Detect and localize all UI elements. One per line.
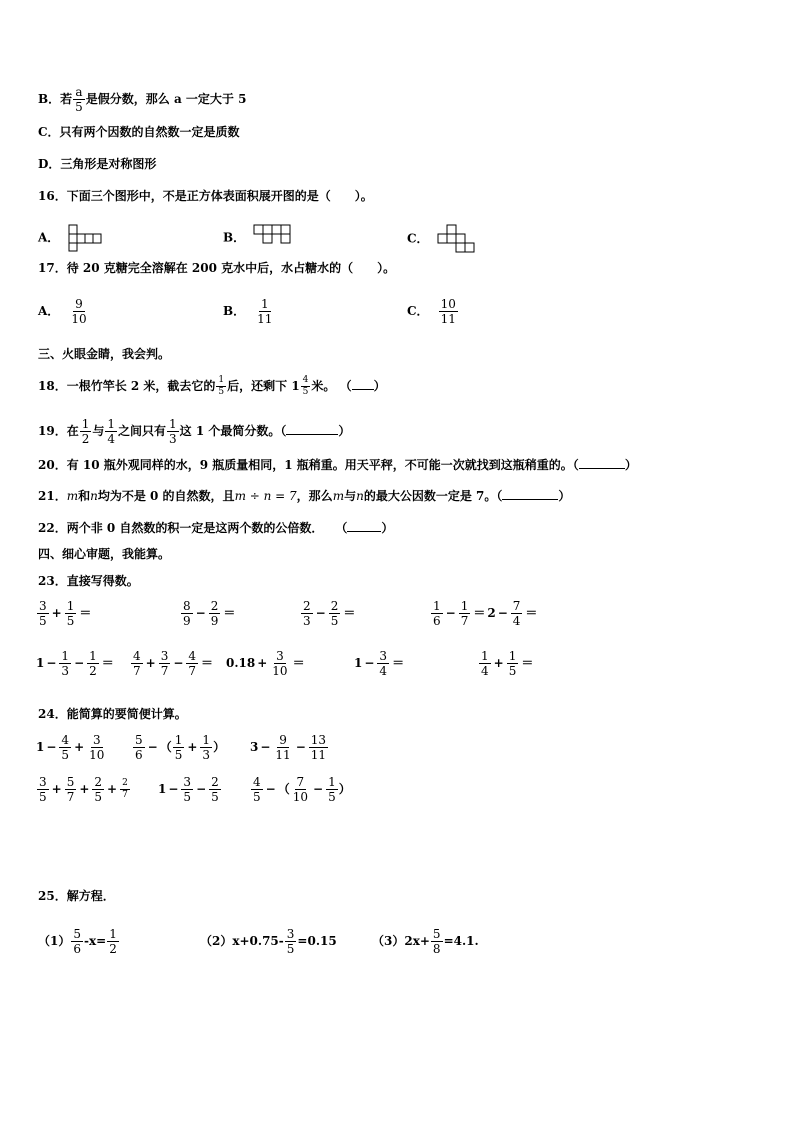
q23-item-2: $\frac{8}{9}$ − $\frac{2}{9}$ ＝ bbox=[183, 599, 236, 628]
q23-item-4: $\frac{1}{6}$ − $\frac{1}{7}$ ＝ 2 − $\frac{7}{4}$ ＝ bbox=[433, 599, 538, 628]
cube-net-a-icon bbox=[68, 224, 110, 252]
section-4-heading: 四、细心审题，我能算。 bbox=[38, 547, 171, 561]
q20: 20．有 10 瓶外观同样的水，9 瓶质量相同，1 瓶稍重。用天平秤，不可能一次就找到这瓶稍重的。（ ） bbox=[38, 458, 637, 472]
q15-option-b: B．若 $\frac{a}{5}$ 是假分数，那么 a 一定大于 5 bbox=[38, 85, 247, 114]
q17-option-c[interactable]: C． $\frac{10}{11}$ bbox=[407, 297, 456, 326]
q16-option-b[interactable]: B． bbox=[223, 224, 297, 252]
q23-item-5: 1 − $\frac{1}{3}$ − $\frac{1}{2}$ ＝ bbox=[36, 649, 114, 678]
answer-blank[interactable] bbox=[352, 389, 374, 390]
q16-option-a[interactable]: A． bbox=[38, 224, 110, 252]
q18: 18．一根竹竿长 2 米，截去它的 $\frac{1}{5}$ 后，还剩下 1 $\frac{4}{5}$ 米。 （ ） bbox=[38, 375, 386, 397]
q23-item-7: 0.18 + $\frac{3}{10}$ ＝ bbox=[226, 649, 305, 678]
answer-blank[interactable] bbox=[286, 434, 338, 435]
q15-option-c: C．只有两个因数的自然数一定是质数 bbox=[38, 125, 240, 139]
q16-stem: 16．下面三个图形中，不是正方体表面积展开图的是（ ）。 bbox=[38, 189, 373, 203]
q17-option-b[interactable]: B． $\frac{1}{11}$ bbox=[223, 297, 273, 326]
q23-stem: 23．直接写得数。 bbox=[38, 574, 139, 588]
q25-stem: 25．解方程． bbox=[38, 889, 115, 903]
q23-item-6: $\frac{4}{7}$ + $\frac{3}{7}$ − $\frac{4}{7}$ ＝ bbox=[133, 649, 214, 678]
q24-item-5: 1 − $\frac{3}{5}$ − $\frac{2}{5}$ bbox=[158, 775, 219, 804]
q16-option-c[interactable]: C． bbox=[407, 224, 481, 254]
q19: 19．在 $\frac{1}{2}$ 与 $\frac{1}{4}$ 之间只有 $\frac{1}{3}$ 这 1 个最简分数。（ ） bbox=[38, 417, 351, 446]
q21: 21．m和n均为不是 0 的自然数，且m ÷ n = 7，那么m与n的最大公因数一定是 7。（ ） bbox=[38, 489, 571, 503]
q24-item-4: $\frac{3}{5}$ + $\frac{5}{7}$ + $\frac{2}{5}$ + $\frac{2}{7}$ bbox=[39, 775, 128, 804]
q23-item-3: $\frac{2}{3}$ − $\frac{2}{5}$ ＝ bbox=[303, 599, 356, 628]
q24-item-1: 1 − $\frac{4}{5}$ + $\frac{3}{10}$ bbox=[36, 733, 105, 762]
q24-item-6: $\frac{4}{5}$ − （ $\frac{7}{10}$ − $\frac{1}{5}$ ） bbox=[253, 775, 351, 804]
section-3-heading: 三、火眼金睛，我会判。 bbox=[38, 347, 171, 361]
q17-stem: 17．待 20 克糖完全溶解在 200 克水中后，水占糖水的（ ）。 bbox=[38, 261, 396, 275]
q24-stem: 24．能简算的要简便计算。 bbox=[38, 707, 187, 721]
fraction: $\frac{a}{5}$ bbox=[75, 85, 83, 114]
q25-equation-2: （2）x+0.75- $\frac{3}{5}$ =0.15 bbox=[200, 927, 337, 956]
q25-equation-3: （3）2x+ $\frac{5}{8}$ =4.1. bbox=[372, 927, 479, 956]
q24-item-2: $\frac{5}{6}$ − （ $\frac{1}{5}$ + $\frac{1}{3}$ ） bbox=[135, 733, 226, 762]
q25-equation-1: （1） $\frac{5}{6}$ -x= $\frac{1}{2}$ bbox=[38, 927, 117, 956]
q15-option-d: D．三角形是对称图形 bbox=[38, 157, 157, 171]
answer-blank[interactable] bbox=[347, 531, 381, 532]
q17-option-a[interactable]: A． $\frac{9}{10}$ bbox=[38, 297, 87, 326]
answer-blank[interactable] bbox=[579, 468, 625, 469]
q23-item-8: 1 − $\frac{3}{4}$ ＝ bbox=[354, 649, 405, 678]
q23-item-1: $\frac{3}{5}$ + $\frac{1}{5}$ ＝ bbox=[39, 599, 92, 628]
q23-item-9: $\frac{1}{4}$ + $\frac{1}{5}$ ＝ bbox=[481, 649, 534, 678]
cube-net-b-icon bbox=[253, 224, 297, 252]
q24-item-3: 3 − $\frac{9}{11}$ − $\frac{13}{11}$ bbox=[250, 733, 327, 762]
answer-blank[interactable] bbox=[502, 499, 558, 500]
q22: 22．两个非 0 自然数的积一定是这两个数的公倍数． （ ） bbox=[38, 521, 394, 535]
cube-net-c-icon bbox=[437, 224, 481, 254]
